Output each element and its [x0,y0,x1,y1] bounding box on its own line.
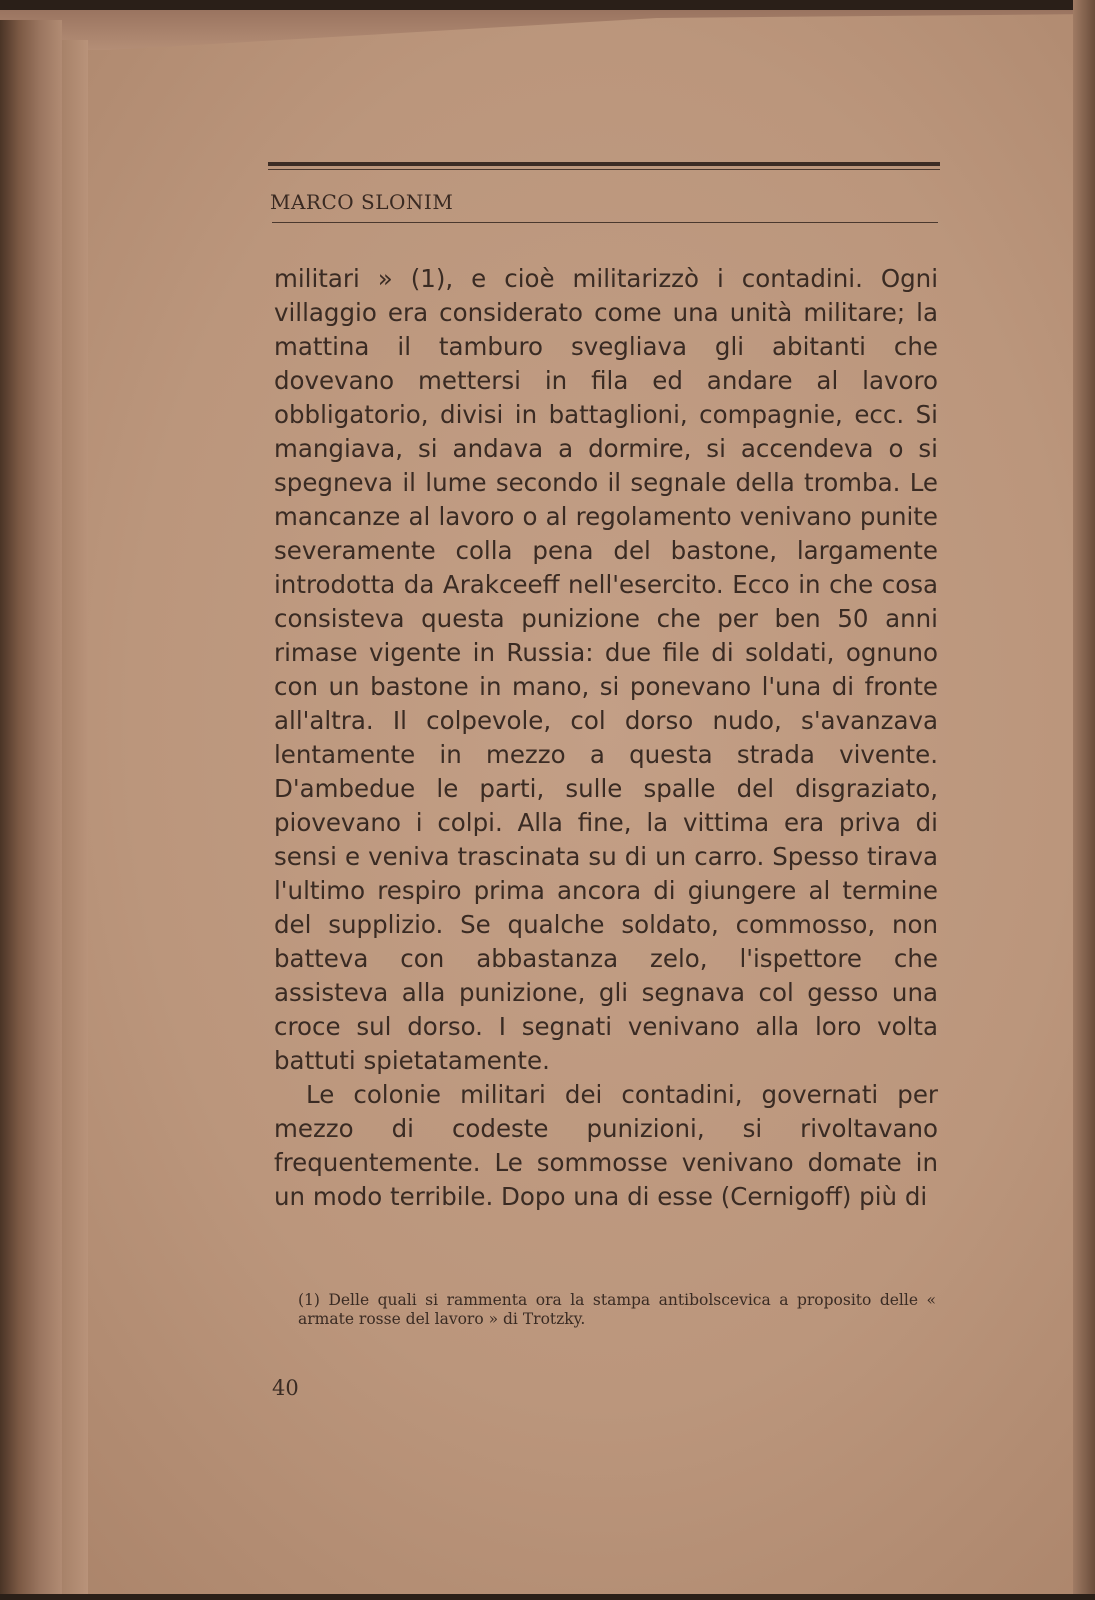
top-rule [268,162,940,166]
footnote-text: (1) Delle quali si rammenta ora la stampa antibolscevica a proposito delle « armate rosse del lavoro » di Trotzky. [298,1291,936,1328]
paragraph: Le colonie militari dei contadini, governati per mezzo di codeste punizioni, si rivoltavano frequentemente. Le sommosse venivano domate in un modo terribile. Dopo una di esse (Cernigoff) più di [274,1080,938,1211]
footnote [276,1291,936,1329]
page-curl [0,10,1095,50]
header-rule [272,222,938,223]
book-spine-edge [0,20,62,1600]
right-page-edge [1073,0,1095,1600]
page-stack-edge [62,40,88,1600]
running-head: MARCO SLONIM [270,190,454,214]
body-text [274,262,938,1214]
bottom-shadow [0,1594,1095,1600]
page-number: 40 [272,1376,299,1400]
paragraph: militari » (1), e cioè militarizzò i contadini. Ogni villaggio era considerato come una unità militare; la mattina il tamburo svegliava gli abitanti che dovevano mettersi in fila ed andare al lavoro obbligatorio, divisi in battaglioni, compagnie, ecc. Si mangiava, si andava a dormire, si accendeva o si spegneva il lume secondo il segnale della tromba. Le mancanze al lavoro o al regolamento venivano punite severamente colla pena del bastone, largamente introdotta da Arakceeff nell'esercito. Ecco in che cosa consisteva questa punizione che per ben 50 anni rimase vigente in Russia: due file di soldati, ognuno con un bastone in mano, si ponevano l'una di fronte all'altra. Il colpevole, col dorso nudo, s'avanzava lentamente in mezzo a questa strada vivente. D'ambedue le parti, sulle spalle del disgraziato, piovevano i colpi. Alla fine, la vittima era priva di sensi e veniva trascinata su di un carro. Spesso tirava l'ultimo respiro prima ancora di giungere al termine del supplizio. Se qualche soldato, commosso, non batteva con abbastanza zelo, l'ispettore che assisteva alla punizione, gli segnava col gesso una croce sul dorso. I segnati venivano alla loro volta battuti spietatamente. [274,264,938,1075]
top-rule-thin [268,169,940,170]
